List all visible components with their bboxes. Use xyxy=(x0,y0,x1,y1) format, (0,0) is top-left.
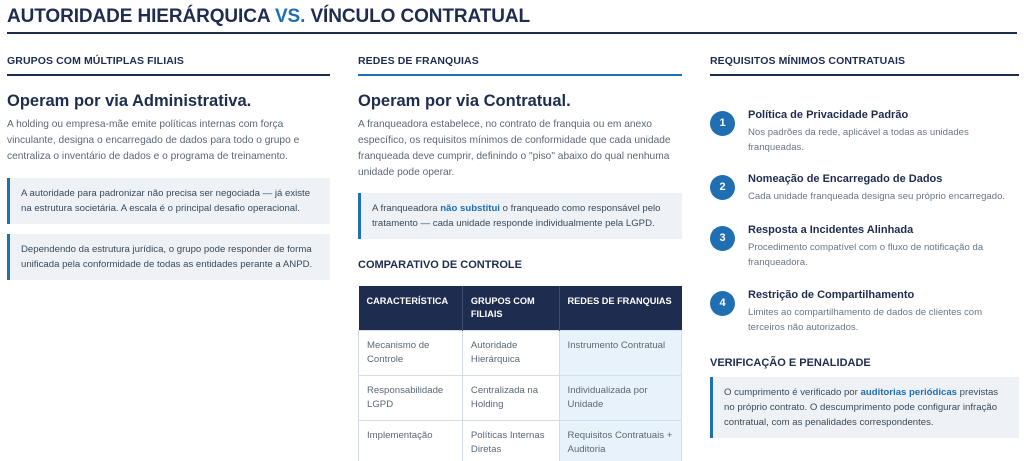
requirement-title: Política de Privacidade Padrão xyxy=(748,109,909,121)
title-bar xyxy=(7,6,1017,34)
table-header-cell: GRUPOS COM FILIAIS xyxy=(462,286,559,331)
table-cell-highlight: Individualizada por Unidade xyxy=(559,376,681,421)
title-main: AUTORIDADE HIERÁRQUICA xyxy=(7,6,270,27)
number-badge: 3 xyxy=(710,226,735,251)
column-paragraph: A franqueadora estabelece, no contrato de franquia ou em anexo específico, os requisitos mínimos de conformidade que cada unidade franqueada deve cumprir, definindo o "piso" abaixo do qual nenhuma unidade pode operar. xyxy=(358,119,671,178)
callout-text-bold: não substitui xyxy=(440,203,500,214)
callout-text-post: o franqueado como responsável pelo tratamento — cada unidade responde individualmente pela LGPD. xyxy=(372,203,661,229)
requirement-title: Nomeação de Encarregado de Dados xyxy=(748,173,943,185)
table-cell: Mecanismo de Controle xyxy=(359,331,463,376)
column-headline: Operam por via Administrativa. xyxy=(7,92,252,110)
title-vs: VS. xyxy=(274,6,306,27)
table-cell: Responsabilidade LGPD xyxy=(359,376,463,421)
requirement-description: Cada unidade franqueada designa seu próprio encarregado. xyxy=(748,191,1006,202)
column-heading: REDES DE FRANQUIAS xyxy=(358,55,682,76)
table-header-cell: CARACTERÍSTICA xyxy=(359,286,463,331)
requirement-title: Resposta a Incidentes Alinhada xyxy=(748,224,914,236)
table-header-cell: REDES DE FRANQUIAS xyxy=(559,286,681,331)
callout-text-pre: A franqueadora xyxy=(372,203,441,214)
verification-title: VERIFICAÇÃO E PENALIDADE xyxy=(710,357,871,369)
requirement-description: Limites ao compartilhamento de dados de clientes com terceiros não autorizados. xyxy=(748,307,983,333)
callout-text: A autoridade para padronizar não precisa ser negociada — já existe na estrutura societária. A escala é o principal desafio operacional. xyxy=(21,188,311,214)
callout-text-post: previstas no próprio contrato. O descumprimento pode configurar infração contratual, com as penalidades correspondentes. xyxy=(724,387,999,428)
callout-text-bold: auditorias periódicas xyxy=(860,387,958,398)
table-row xyxy=(359,376,682,421)
requirement-title: Restrição de Compartilhamento xyxy=(748,289,915,301)
callout-authority xyxy=(7,178,330,224)
table-row xyxy=(359,331,682,376)
number-badge: 4 xyxy=(710,291,735,316)
callout-anpd xyxy=(7,234,330,280)
table-cell: Implementação xyxy=(359,421,463,461)
table-cell: Autoridade Hierárquica xyxy=(462,331,559,376)
number-badge: 2 xyxy=(710,175,735,200)
table-cell: Políticas Internas Diretas xyxy=(462,421,559,461)
number-badge: 1 xyxy=(710,111,735,136)
requirement-description: Procedimento compatível com o fluxo de notificação da franqueadora. xyxy=(748,242,984,268)
page-title xyxy=(7,6,1017,28)
callout-franchisor xyxy=(358,193,682,239)
requirement-description: Nos padrões da rede, aplicável a todas as unidades franqueadas. xyxy=(748,127,969,153)
table-cell-highlight: Instrumento Contratual xyxy=(559,331,681,376)
table-cell-highlight: Requisitos Contratuais + Auditoria xyxy=(559,421,681,461)
table-cell: Centralizada na Holding xyxy=(462,376,559,421)
table-title: COMPARATIVO DE CONTROLE xyxy=(358,259,522,271)
title-tail: VÍNCULO CONTRATUAL xyxy=(310,6,530,27)
column-heading: GRUPOS COM MÚLTIPLAS FILIAIS xyxy=(7,55,330,76)
column-paragraph: A holding ou empresa-mãe emite políticas internas com força vinculante, designa o encarregado de dados para todo o grupo e centraliza o inventário de dados e o programa de treinamento. xyxy=(7,119,300,162)
column-headline: Operam por via Contratual. xyxy=(358,92,571,110)
column-franchise-networks xyxy=(358,55,682,461)
callout-verification xyxy=(710,377,1019,438)
column-heading: REQUISITOS MÍNIMOS CONTRATUAIS xyxy=(710,55,1019,76)
callout-text-pre: O cumprimento é verificado por xyxy=(724,387,861,398)
column-group-subsidiaries xyxy=(7,55,330,280)
column-contract-requirements xyxy=(710,55,1019,438)
table-header-row xyxy=(359,286,682,331)
table-row xyxy=(359,421,682,461)
comparison-table xyxy=(358,286,682,461)
requirements-list xyxy=(710,76,1019,333)
callout-text: Dependendo da estrutura jurídica, o grupo pode responder de forma unificada pela conformidade de todas as entidades perante a ANPD. xyxy=(21,244,313,270)
